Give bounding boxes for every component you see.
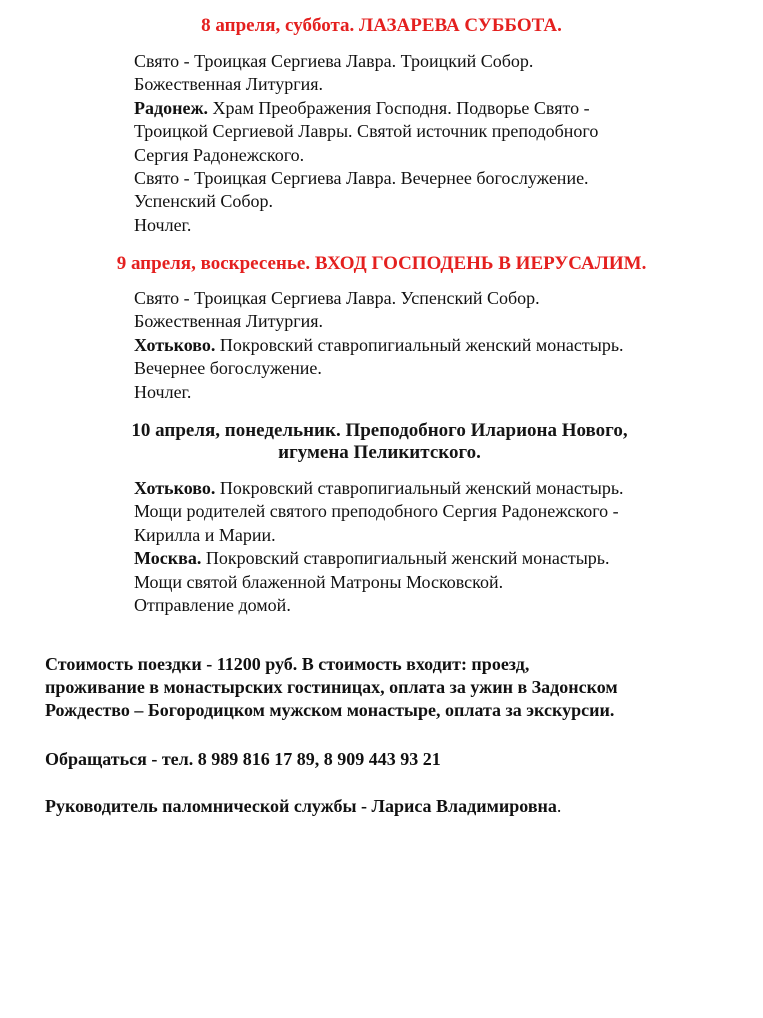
day-1-line-2: Божественная Литургия. bbox=[134, 74, 324, 95]
day-1-line-5: Сергия Радонежского. bbox=[134, 144, 305, 165]
day-3-line-6: Отправление домой. bbox=[134, 595, 291, 616]
day-1-line-1: Свято - Троицкая Сергиева Лавра. Троицкий Собор. bbox=[134, 51, 534, 71]
day-2-heading: 9 апреля, воскресенье. ВХОД ГОСПОДЕНЬ В ИЕРУСАЛИМ. bbox=[116, 253, 647, 274]
day-3-line-5: Мощи святой блаженной Матроны Московской. bbox=[134, 571, 504, 592]
contact-phones-text: Обращаться - тел. 8 989 816 17 89, 8 909 443 93 21 bbox=[45, 749, 441, 769]
day-1-line-8: Ночлег. bbox=[134, 214, 192, 235]
day-2-program bbox=[134, 287, 754, 404]
pilgrimage-leader-text: Руководитель паломнической службы - Лариса Владимировна bbox=[45, 796, 557, 816]
pilgrimage-leader bbox=[45, 795, 760, 818]
trip-cost-line-2: проживание в монастырских гостиницах, оплата за ужин в Задонском bbox=[45, 677, 618, 697]
day-1-program bbox=[134, 50, 754, 237]
trip-cost-line-3: Рождество – Богородицком мужском монастыре, оплата за экскурсии. bbox=[45, 700, 615, 720]
day-1-line-3: Радонеж. Храм Преображения Господня. Подворье Свято - bbox=[134, 97, 590, 118]
day-3-heading-line-2: игумена Пеликитского. bbox=[278, 442, 481, 463]
pilgrimage-leader-period: . bbox=[556, 796, 562, 816]
day-1-heading: 8 апреля, суббота. ЛАЗАРЕВА СУББОТА. bbox=[201, 15, 562, 36]
day-3-line-3: Кирилла и Марии. bbox=[134, 524, 276, 545]
day-2-line-5: Ночлег. bbox=[134, 381, 192, 402]
day-3-line-1: Хотьково. Покровский ставропигиальный женский монастырь. bbox=[134, 478, 624, 498]
day-2-line-1: Свято - Троицкая Сергиева Лавра. Успенский Собор. bbox=[134, 288, 540, 308]
pilgrimage-leader-line bbox=[45, 795, 760, 818]
day-3-line-4: Москва. Покровский ставропигиальный женский монастырь. bbox=[134, 548, 610, 569]
contact-phones bbox=[45, 748, 760, 771]
trip-cost-line-1: Стоимость поездки - 11200 руб. В стоимость входит: проезд, bbox=[45, 654, 530, 674]
day-3-heading-line-1: 10 апреля, понедельник. Преподобного Илариона Нового, bbox=[131, 420, 628, 441]
day-3-program bbox=[134, 477, 754, 617]
day-2-line-2: Божественная Литургия. bbox=[134, 311, 324, 332]
day-3-line-2: Мощи родителей святого преподобного Сергия Радонежского - bbox=[134, 501, 619, 522]
day-1-line-7: Успенский Собор. bbox=[134, 191, 273, 212]
day-1-line-6: Свято - Троицкая Сергиева Лавра. Вечернее богослужение. bbox=[134, 168, 589, 189]
day-2-line-4: Вечернее богослужение. bbox=[134, 358, 322, 379]
day-2-line-3: Хотьково. Покровский ставропигиальный женский монастырь. bbox=[134, 334, 624, 355]
day-1-line-4: Троицкой Сергиевой Лавры. Святой источник преподобного bbox=[134, 121, 599, 142]
trip-cost bbox=[45, 653, 760, 722]
